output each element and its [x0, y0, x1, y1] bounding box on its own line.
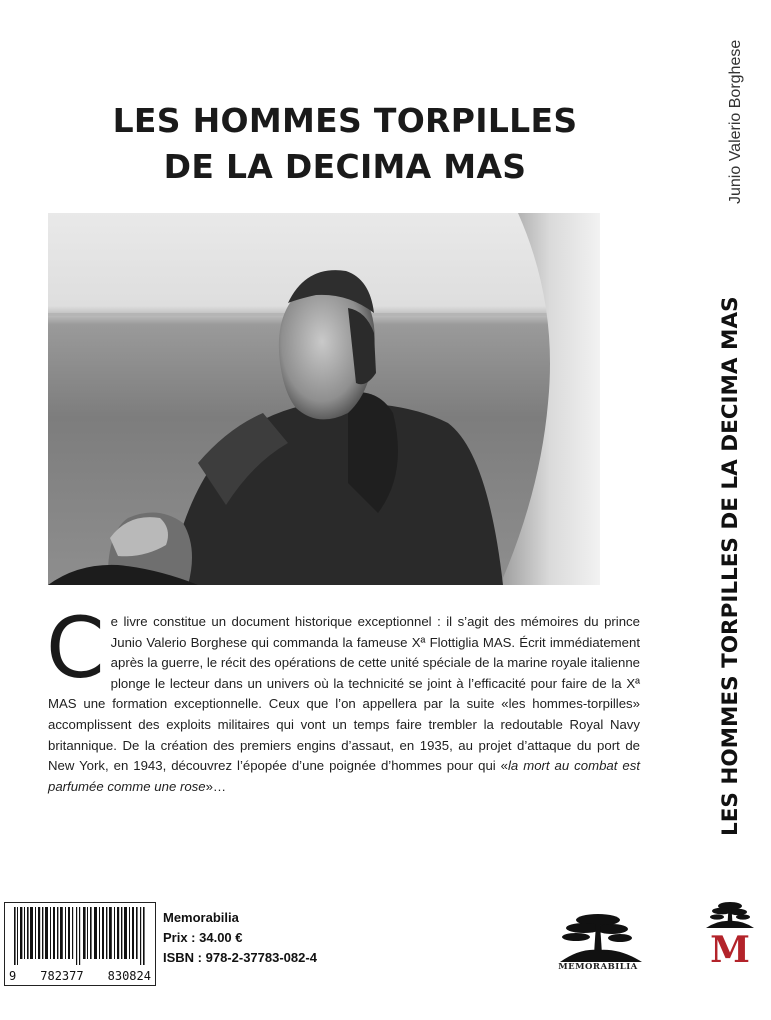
spine-logo-letter: M	[710, 929, 750, 966]
barcode-group-2: 830824	[107, 969, 151, 983]
spine-title	[718, 296, 754, 836]
spine-author	[727, 40, 751, 240]
spine-author-text: Junio Valerio Borghese	[727, 40, 744, 205]
isbn-barcode	[4, 902, 156, 986]
pine-tree-logo-icon	[550, 910, 646, 962]
drop-cap: C	[46, 599, 105, 697]
barcode-bars-icon	[10, 907, 150, 965]
isbn: ISBN : 978-2-37783-082-4	[163, 950, 317, 965]
blurb-paragraph	[46, 599, 640, 797]
title-line-1: LES HOMMES TORPILLES	[112, 101, 578, 140]
price: Prix : 34.00 €	[163, 930, 243, 945]
blurb-text: e livre constitue un document historique exceptionnel : il s’agit des mémoires du prince Junio Valerio Borghese qui commanda la fameuse Xª Flottiglia MAS. Écrit immédiatement après la guerre, le récit des opérations de cette unité spéciale de la marine royale italienne plonge le lecteur dans un univers où la technicité se joint à l’efficacité pour faire de la Xª MAS une formation exceptionnelle. Ceux que l’on appellera par la suite «les hommes-torpilles» accomplissent des exploits militaires qui vont un temps faire trembler la redoutable Royal Navy britannique. De la création des premiers engins d’assaut, en 1935, au projet d’attaque du port de New York, en 1943, découvrez l’épopée d’une poignée d’hommes pour qui «	[48, 614, 640, 774]
cover-photo	[48, 213, 600, 585]
barcode-first-digit: 9	[9, 969, 17, 983]
title-line-2: DE LA DECIMA MAS	[163, 147, 527, 186]
spine-logo	[702, 900, 758, 966]
spine-tree-m-logo-icon	[702, 900, 758, 966]
barcode-digits	[9, 969, 151, 983]
spine-title-text: LES HOMMES TORPILLES DE LA DECIMA MAS	[718, 296, 743, 836]
publisher-logo	[550, 910, 646, 972]
barcode-group-1: 782377	[40, 969, 84, 983]
blurb-quote: la mort au combat est parfumée comme une rose	[48, 758, 640, 794]
publisher-name: Memorabilia	[163, 910, 239, 925]
publisher-info	[163, 908, 317, 968]
blurb-ending: »…	[205, 778, 227, 794]
publisher-logo-word: MEMORABILIA	[558, 962, 638, 972]
book-title	[20, 98, 670, 190]
